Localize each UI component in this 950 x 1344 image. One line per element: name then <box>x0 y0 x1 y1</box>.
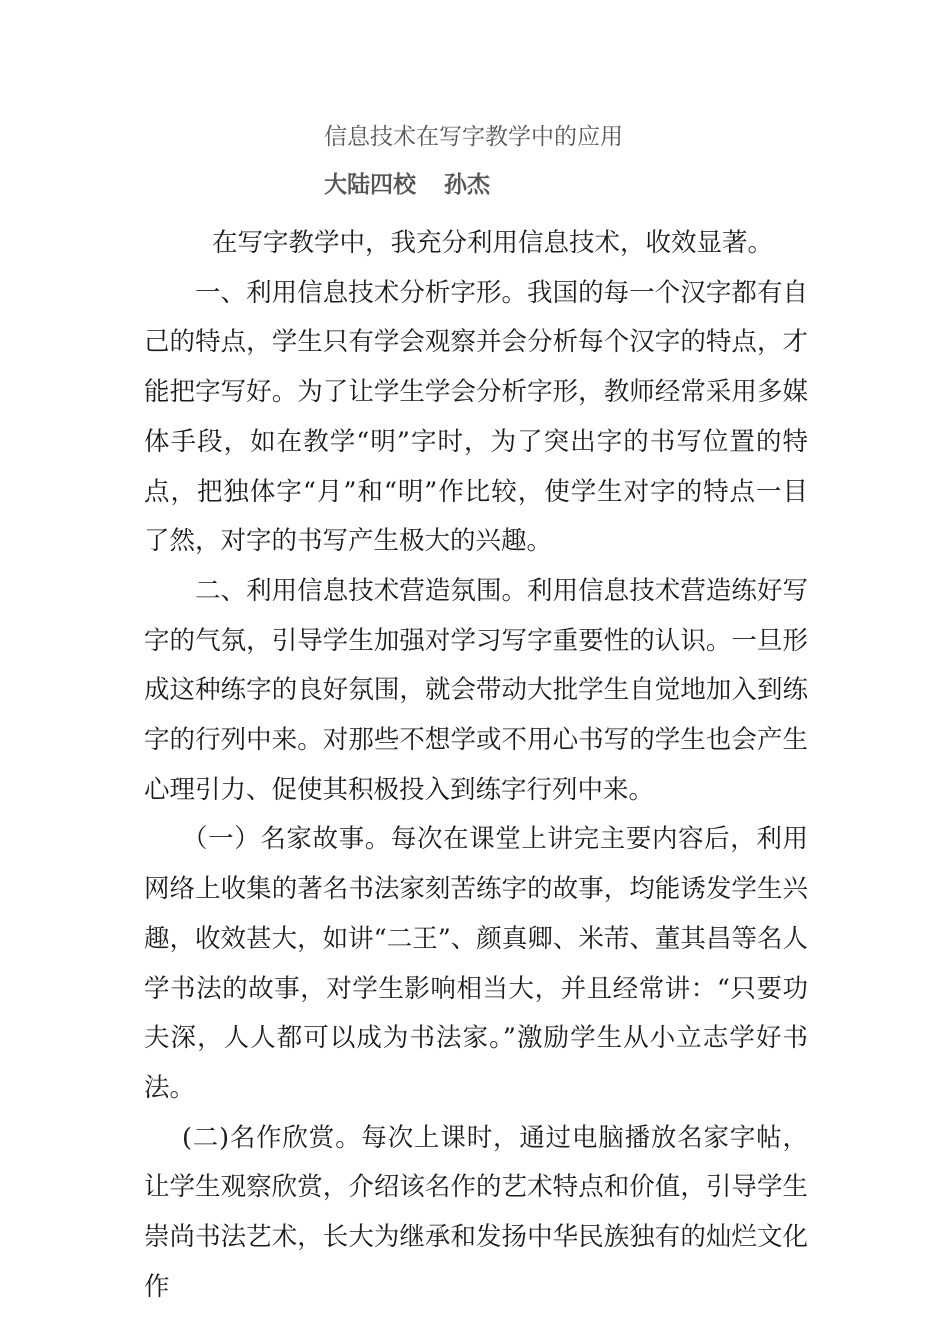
section-one-paragraph: 一、利用信息技术分析字形。我国的每一个汉字都有自己的特点，学生只有学会观察并会分析每个汉字的特点，才能把字写好。为了让学生学会分析字形，教师经常采用多媒体手段，如在教学“明”字时，为了突出字的书写位置的特点，把独体字“月”和“明”作比较，使学生对字的特点一目了然，对字的书写产生极大的兴趣。 <box>144 277 808 557</box>
section-two-paragraph: 二、利用信息技术营造氛围。利用信息技术营造练好写字的气氛，引导学生加强对学习写字重要性的认识。一旦形成这种练字的良好氛围，就会带动大批学生自觉地加入到练字的行列中来。对那些不想学或不用心书写的学生也会产生心理引力、促使其积极投入到练字行列中来。 <box>144 575 808 805</box>
intro-paragraph: 在写字教学中，我充分利用信息技术，收效显著。 <box>212 228 774 258</box>
document-body <box>144 219 808 1312</box>
document-title: 信息技术在写字教学中的应用 <box>324 124 623 150</box>
subsection-one-paragraph: （一）名家故事。每次在课堂上讲完主要内容后，利用网络上收集的著名书法家刻苦练字的故事，均能诱发学生兴趣，收效甚大，如讲“二王”、颜真卿、米芾、董其昌等名人学书法的故事，对学生影响相当大，并且经常讲：“只要功夫深，人人都可以成为书法家。”激励学生从小立志学好书法。 <box>144 824 808 1103</box>
subsection-two-paragraph: (二)名作欣赏。每次上课时，通过电脑播放名家字帖，让学生观察欣赏，介绍该名作的艺术特点和价值，引导学生崇尚书法艺术，长大为继承和发扬中华民族独有的灿烂文化作 <box>144 1122 808 1302</box>
author-school: 大陆四校 <box>324 172 416 198</box>
author-name: 孙杰 <box>444 172 490 198</box>
author-line <box>324 168 490 202</box>
